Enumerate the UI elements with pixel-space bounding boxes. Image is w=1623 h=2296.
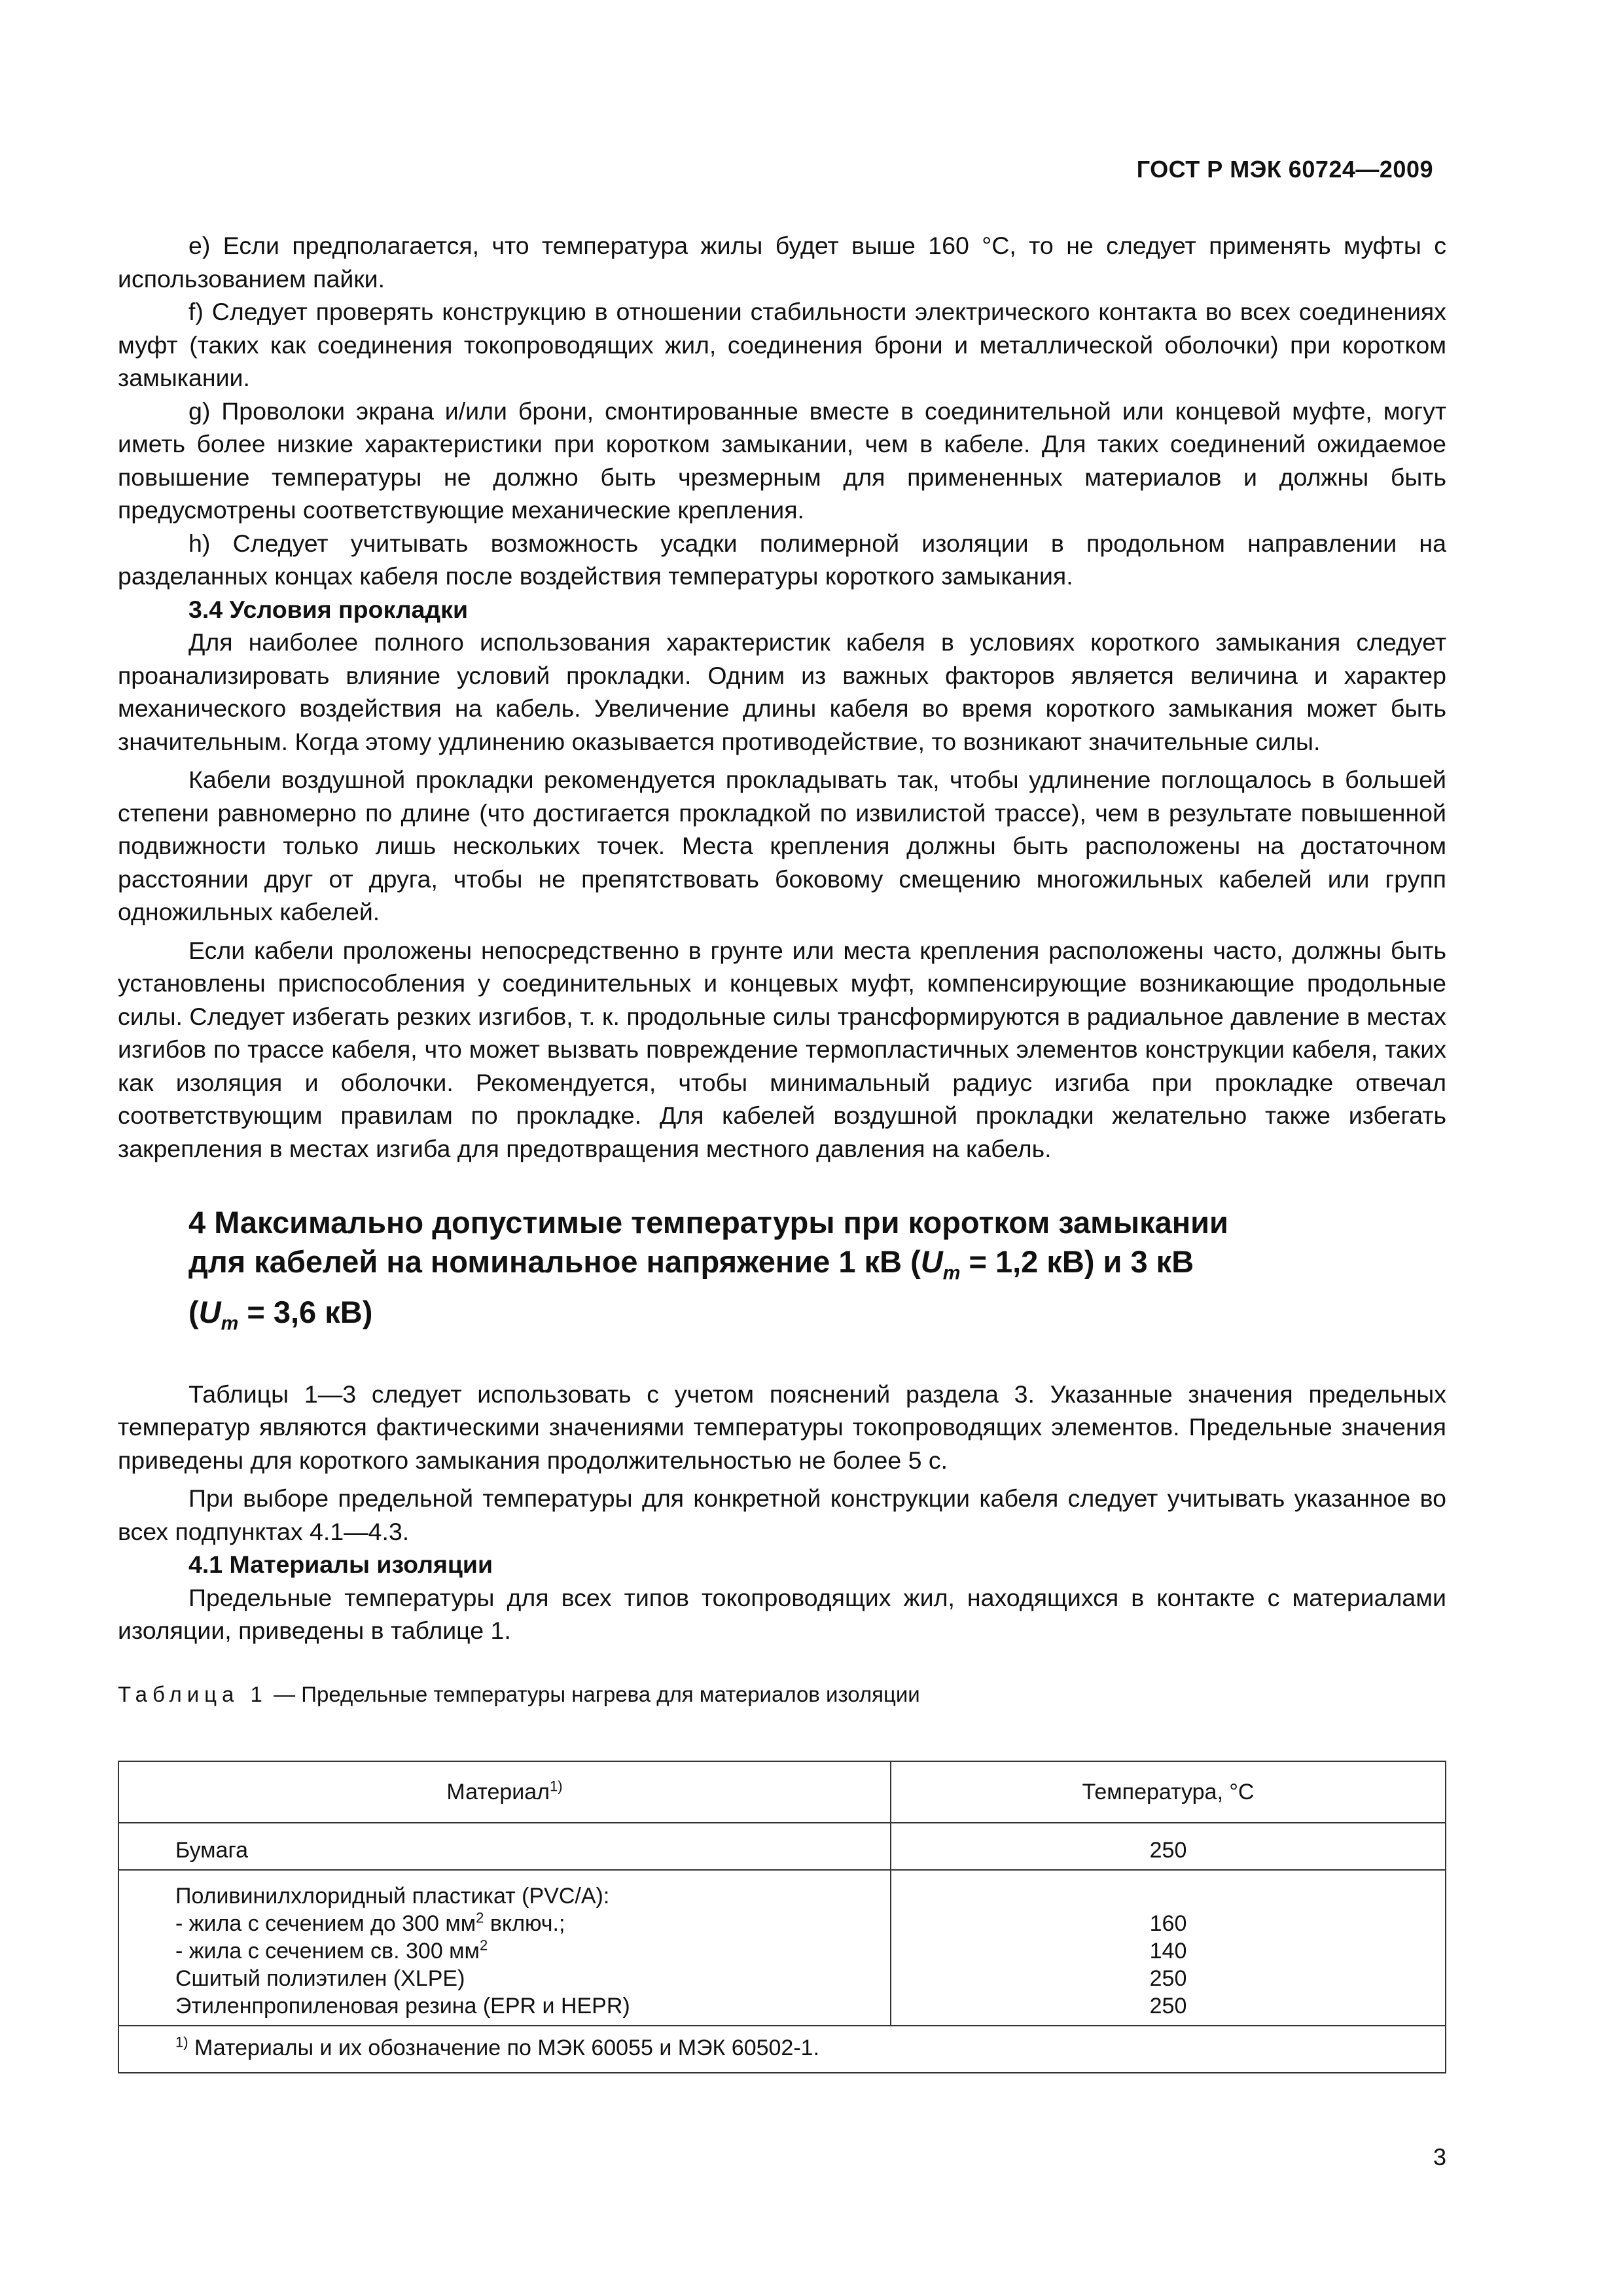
standard-designation: ГОСТ Р МЭК 60724—2009 bbox=[1136, 156, 1433, 183]
body-text bbox=[118, 229, 1446, 1709]
temperature-cell: 160 140 250 250 bbox=[891, 1870, 1446, 2026]
paragraph: При выборе предельной температуры для конкретной конструкции кабеля следует учитывать указанное во всех подпунктах 4.1—4.3. bbox=[118, 1484, 1446, 1545]
item-f: f) Следует проверять конструкцию в отношении стабильности электрического контакта во всех соединениях муфт (таких как соединения токопроводящих жил, соединения брони и металлической оболочки) при коротком замыкании. bbox=[118, 298, 1446, 391]
heading-line: для кабелей на номинальное напряжение 1 кВ ($U_m = 1,2$ кВ) и 3 кВ bbox=[188, 1244, 1194, 1284]
material-cell: Поливинилхлоридный пластикат (PVC/A): - жила с сечением до 300 $мм^2$ включ.; - жила с сечением св. 300 $мм^2$ Сшитый полиэтилен (XLPE) Этиленпропиленовая резина (EPR и HEPR) bbox=[118, 1870, 891, 2026]
paragraph: Предельные температуры для всех типов токопроводящих жил, находящихся в контакте с материалами изоляции, приведены в таблице 1. bbox=[118, 1583, 1446, 1645]
um-symbol: U bbox=[920, 1244, 943, 1279]
table-header-row bbox=[118, 1761, 1446, 1823]
header-temperature: Температура, °С bbox=[891, 1761, 1446, 1823]
item-h: h) Следует учитывать возможность усадки полимерной изоляции в продольном направлении на разделанных концах кабеля после воздействия температуры короткого замыкания. bbox=[118, 529, 1446, 590]
um-subscript: m bbox=[221, 1312, 239, 1335]
page-number: 3 bbox=[1433, 2144, 1446, 2170]
heading-line: ($U_m = 3,6$ кВ) bbox=[188, 1295, 373, 1335]
section-4-1-heading: 4.1 Материалы изоляции bbox=[188, 1551, 493, 1579]
material-cell: Бумага bbox=[118, 1823, 891, 1870]
um-symbol: U bbox=[198, 1295, 221, 1330]
item-g: g) Проволоки экрана и/или брони, смонтированные вместе в соединительной или концевой муфте, могут иметь более низкие характеристики при коротком замыкании, чем в кабеле. Для таких соединений ожидаемое повышение температуры не должно быть чрезмерным для примененных материалов и должны быть предусмотрены соответствующие механические крепления. bbox=[118, 397, 1446, 524]
table-row-group bbox=[118, 1870, 1446, 2026]
table-footnote-row bbox=[118, 2026, 1446, 2073]
paragraph: Для наиболее полного использования характеристик кабеля в условиях короткого замыкания следует проанализировать влияние условий прокладки. Одним из важных факторов является величина и характер механического воздействия на кабель. Увеличение длины кабеля во время короткого замыкания может быть значительным. Когда этому удлинению оказывается противодействие, то возникают значительные силы. bbox=[118, 628, 1446, 755]
temperature-cell: 250 bbox=[891, 1823, 1446, 1870]
item-e: e) Если предполагается, что температура жилы будет выше 160 °С, то не следует применять муфты с использованием пайки. bbox=[118, 232, 1446, 293]
table-caption: Таблица 1 — Предельные температуры нагрева для материалов изоляции bbox=[118, 1681, 920, 1706]
paragraph: Таблицы 1—3 следует использовать с учетом пояснений раздела 3. Указанные значения предельных температур являются фактическими значениями температуры токопроводящих элементов. Предельные значения приведены для короткого замыкания продолжительностью не более 5 с. bbox=[118, 1380, 1446, 1474]
table-row bbox=[118, 1823, 1446, 1870]
paragraph: Кабели воздушной прокладки рекомендуется прокладывать так, чтобы удлинение поглощалось в большей степени равномерно по длине (что достигается прокладкой по извилистой трассе), чем в результате повышенной подвижности только лишь нескольких точек. Места крепления должны быть расположены на достаточном расстоянии друг от друга, чтобы не препятствовать боковому смещению многожильных кабелей или групп одножильных кабелей. bbox=[118, 766, 1446, 925]
um-subscript: m bbox=[942, 1262, 961, 1284]
section-3-4-heading: 3.4 Условия прокладки bbox=[188, 595, 469, 623]
temperature-table bbox=[118, 1761, 1446, 2073]
paragraph: Если кабели проложены непосредственно в грунте или места крепления расположены часто, должны быть установлены приспособления у соединительных и концевых муфт, компенсирующие возникающие продольные силы. Следует избегать резких изгибов, т. к. продольные силы трансформируются в радиальное давление в местах изгибов по трассе кабеля, что может вызвать повреждение термопластичных элементов конструкции кабеля, таких как изоляция и оболочки. Рекомендуется, чтобы минимальный радиус изгиба при прокладке отвечал соответствующим правилам по прокладке. Для кабелей воздушной прокладки желательно также избегать закрепления в местах изгиба для предотвращения местного давления на кабель. bbox=[118, 936, 1446, 1162]
header-material: Материал$^{1)}$ bbox=[118, 1761, 891, 1823]
table-footnote: $^{1)}$ Материалы и их обозначение по МЭК 60055 и МЭК 60502-1. bbox=[118, 2026, 1446, 2073]
section-4-heading bbox=[118, 1203, 1446, 1344]
heading-line: 4 Максимально допустимые температуры при коротком замыкании bbox=[188, 1205, 1228, 1240]
